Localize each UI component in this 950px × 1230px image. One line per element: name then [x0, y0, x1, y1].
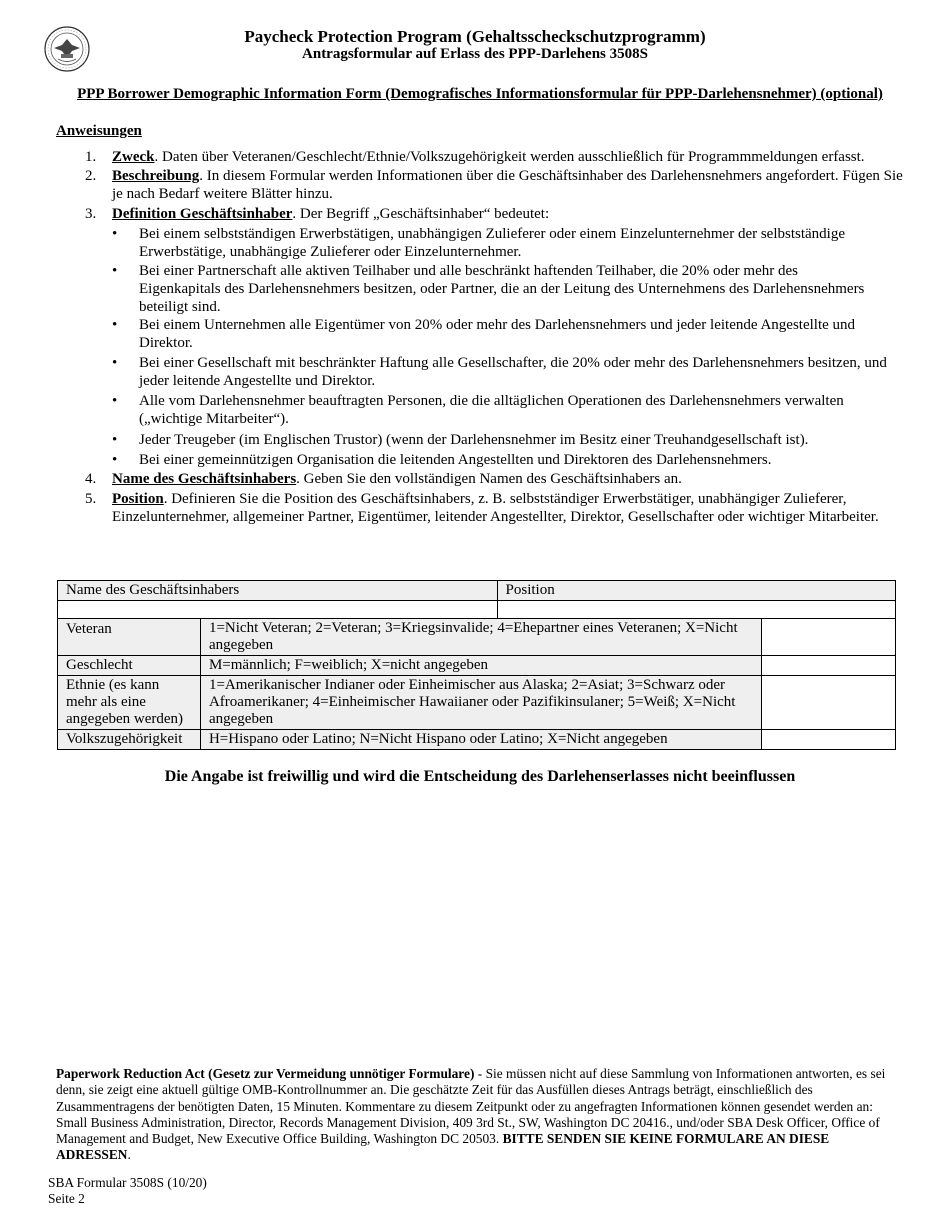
gender-codes: M=männlich; F=weiblich; X=nicht angegeben [200, 656, 761, 676]
bullet-text: Bei einem selbstständigen Erwerbstätigen, unabhängigen Zulieferer oder einem Einzelunternehmer der selbstständige Erwerbstätige, unabhängige Zulieferer oder Einzelunternehmer. [139, 226, 846, 260]
veteran-field[interactable] [762, 619, 896, 656]
form-subtitle: Antragsformular auf Erlass des PPP-Darlehens 3508S [302, 46, 648, 62]
form-title: PPP Borrower Demographic Information Form (Demografisches Informationsformular für PPP-Darlehensnehmer) (optional) [77, 86, 883, 102]
item-number: 1. [85, 149, 97, 165]
race-codes: 1=Amerikanischer Indianer oder Einheimischer aus Alaska; 2=Asiat; 3=Schwarz oder Afroamerikaner; 4=Einheimischer Hawaiianer oder Pazifikinsulaner; 5=Weiß; X=Nicht angegeben [200, 676, 761, 730]
bullet-text: Bei einer Partnerschaft alle aktiven Teilhaber und alle beschränkt haftenden Teilhaber, die 20% oder mehr des Eigenkapitals des Darlehensnehmers besitzen, oder Partner, die an der Leitung des Unternehmens des Darlehensnehmers beteiligt sind. [139, 263, 865, 315]
ethnicity-label: Volkszugehörigkeit [58, 730, 201, 750]
bullet-text: Bei einem Unternehmen alle Eigentümer von 20% oder mehr des Darlehensnehmers und jeder leitende Angestellte und Direktor. [139, 317, 856, 351]
item-text: . In diesem Formular werden Informationen über die Geschäftsinhaber des Darlehensnehmers angefordert. Fügen Sie je nach Bedarf weitere Blätter hinzu. [112, 168, 903, 202]
veteran-label: Veteran [58, 619, 201, 656]
position-field[interactable] [497, 601, 895, 619]
race-label: Ethnie (es kann mehr als eine angegeben werden) [58, 676, 201, 730]
item-term: Position [112, 491, 164, 507]
race-field[interactable] [762, 676, 896, 730]
demographic-table [57, 580, 896, 750]
bullet-glyph: • [112, 393, 118, 409]
bullet-text: Bei einer Gesellschaft mit beschränkter Haftung alle Gesellschafter, die 20% oder mehr des Darlehensnehmers besitzen, und jeder leitende Angestellte und Direktor. [139, 355, 887, 389]
item-term: Name des Geschäftsinhabers [112, 471, 297, 487]
pra-warning: BITTE SENDEN SIE KEINE FORMULARE AN DIESE ADRESSEN [56, 1131, 830, 1163]
instructions-heading: Anweisungen [56, 123, 142, 139]
bullet-glyph: • [112, 452, 118, 468]
owner-name-field[interactable] [58, 601, 498, 619]
ethnicity-codes: H=Hispano oder Latino; N=Nicht Hispano oder Latino; X=Nicht angegeben [200, 730, 761, 750]
ethnicity-field[interactable] [762, 730, 896, 750]
item-number: 5. [85, 491, 97, 507]
item-number: 3. [85, 206, 97, 222]
bullet-text: Jeder Treugeber (im Englischen Trustor) (wenn der Darlehensnehmer im Besitz einer Treuhandgesellschaft ist). [139, 432, 809, 448]
bullet-glyph: • [112, 432, 118, 448]
item-number: 2. [85, 168, 97, 184]
item-term: Beschreibung [112, 168, 200, 184]
bullet-text: Bei einer gemeinnützigen Organisation die leitenden Angestellten und Direktoren des Darlehensnehmers. [139, 452, 772, 468]
bullet-text: Alle vom Darlehensnehmer beauftragten Personen, die die alltäglichen Operationen des Darlehensnehmers verwalten („wichtige Mitarbeiter“). [139, 393, 844, 427]
program-title: Paycheck Protection Program (Gehaltsscheckschutzprogramm) [244, 27, 706, 46]
bullet-glyph: • [112, 317, 118, 333]
position-header: Position [497, 581, 895, 601]
veteran-codes: 1=Nicht Veteran; 2=Veteran; 3=Kriegsinvalide; 4=Ehepartner eines Veteranen; X=Nicht angegeben [200, 619, 761, 656]
form-id: SBA Formular 3508S (10/20) [48, 1175, 207, 1190]
pra-body: - Sie müssen nicht auf diese Sammlung von Informationen antworten, es sei denn, sie zeigt eine aktuell gültige OMB-Kontrollnummer an. Die geschätzte Zeit für das Ausfüllen dieses Antrags beträgt, einschließlich des Zusammentragens der benötigten Daten, 15 Minuten. Kommentare zu diesem Zeitpunkt oder zu angefragten Informationen können gesendet werden an: Small Business Administration, Director, Records Management Division, 409 3rd St., SW, Washington DC 20416., und/oder SBA Desk Officer, Office of Management and Budget, New Executive Office Building, Washington DC 20503. [56, 1066, 886, 1147]
page-footer [48, 1175, 207, 1207]
voluntary-notice: Die Angabe ist freiwillig und wird die Entscheidung des Darlehenserlasses nicht beeinflussen [164, 768, 796, 785]
item-text: . Definieren Sie die Position des Geschäftsinhabers, z. B. selbstständiger Erwerbstätiger, unabhängiger Zulieferer, Einzelunternehmer, allgemeiner Partner, Eigentümer, leitender Angestellter, Direktor, Gesellschafter oder wichtiger Mitarbeiter. [112, 491, 879, 525]
paperwork-reduction-act [56, 1066, 886, 1164]
owner-name-header: Name des Geschäftsinhabers [58, 581, 498, 601]
pra-end: . [127, 1147, 131, 1163]
bullet-glyph: • [112, 226, 118, 242]
item-text: . Der Begriff „Geschäftsinhaber“ bedeutet: [292, 206, 550, 222]
bullet-glyph: • [112, 355, 118, 371]
item-term: Definition Geschäftsinhaber [112, 206, 293, 222]
pra-lead: Paperwork Reduction Act (Gesetz zur Vermeidung unnötiger Formulare) [56, 1066, 475, 1081]
item-text: . Geben Sie den vollständigen Namen des Geschäftsinhabers an. [296, 471, 682, 487]
page-number: Seite 2 [48, 1191, 85, 1206]
gender-label: Geschlecht [58, 656, 201, 676]
gender-field[interactable] [762, 656, 896, 676]
item-text: . Daten über Veteranen/Geschlecht/Ethnie/Volkszugehörigkeit werden ausschließlich für Programmmeldungen erfasst. [154, 149, 865, 165]
bullet-glyph: • [112, 263, 118, 279]
item-number: 4. [85, 471, 97, 487]
item-term: Zweck [112, 149, 155, 165]
